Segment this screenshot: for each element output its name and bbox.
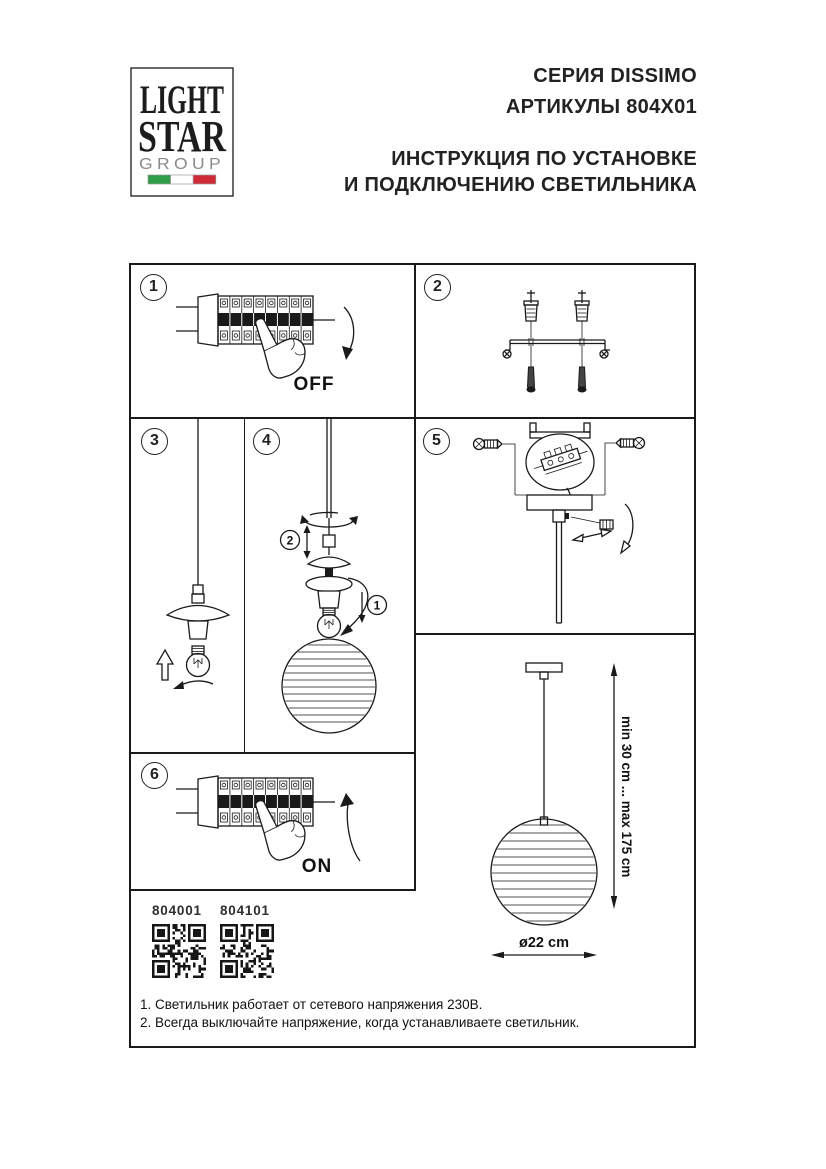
height-range-label: min 30 cm ... max 175 cm [619, 716, 634, 878]
arrow-down-icon [359, 592, 366, 623]
canopy-stem [553, 510, 569, 522]
page-title [344, 146, 697, 198]
diameter-label: ø22 cm [519, 935, 569, 951]
arrow-down-icon [342, 307, 354, 360]
ribbed-globe-shade [282, 639, 376, 733]
article-code: 804001 [152, 903, 202, 918]
pendant-dimensions-diagram [415, 634, 696, 1000]
ceiling-canopy [527, 495, 592, 510]
step-3-number: 3 [141, 428, 168, 455]
step5-canopy-mounting-illustration [415, 418, 696, 634]
header-series-block [506, 61, 697, 123]
threaded-nipple [325, 568, 333, 577]
logo-word-light: LIGHT [140, 77, 225, 122]
suspension-rod [557, 522, 562, 623]
logo-word-star: STAR [138, 112, 227, 161]
screw-icon [474, 439, 503, 450]
lower-shade-disc [306, 577, 352, 592]
step2-mounting-hardware-illustration [415, 264, 696, 417]
rotate-arrow-icon [173, 681, 213, 689]
callout-2-number: 2 [286, 533, 294, 548]
step-2-number: 2 [424, 274, 451, 301]
series-name: СЕРИЯ DISSIMO [533, 65, 697, 87]
mounting-bracket-bar [505, 321, 610, 350]
arrow-up-icon [157, 650, 173, 680]
title-line-2: И ПОДКЛЮЧЕНИЮ СВЕТИЛЬНИКА [343, 174, 697, 196]
rotate-arrow-icon [621, 504, 633, 553]
lamp-socket [318, 591, 340, 608]
step-4-number: 4 [253, 428, 280, 455]
circuit-breaker-strip [176, 776, 335, 828]
ceiling-plate [526, 663, 562, 672]
strain-relief-block [323, 535, 335, 547]
article-code: 804101 [220, 903, 270, 918]
qr-code [152, 924, 206, 978]
qr-code [220, 924, 274, 978]
upper-shade-disc [308, 557, 350, 568]
ribbed-globe-shade [491, 819, 597, 925]
safety-notes [140, 996, 700, 1032]
fixing-screw-icon [578, 344, 587, 393]
step1-breaker-off-illustration [129, 263, 414, 417]
article-numbers-line: АРТИКУЛЫ 804Х01 [505, 96, 697, 118]
note-line: 2. Всегда выключайте напряжение, когда устанавливаете светильник. [140, 1015, 580, 1030]
lamp-socket [188, 621, 208, 639]
title-line-1: ИНСТРУКЦИЯ ПО УСТАНОВКЕ [391, 148, 697, 170]
screw-icon [616, 438, 645, 449]
arrow-up-icon [340, 793, 360, 861]
diameter-dimension-arrow [491, 952, 597, 958]
arrow-left-right-icon [573, 530, 611, 542]
on-label: ON [301, 856, 333, 877]
light-bulb-icon [318, 608, 341, 638]
cord-grip [193, 585, 203, 594]
circuit-breaker-strip [176, 294, 335, 346]
shade-disc [167, 606, 229, 622]
callout-1-number: 1 [373, 598, 381, 613]
step-5-number: 5 [423, 428, 450, 455]
italian-flag-bar [148, 175, 216, 184]
bracket-end-screw-icon [600, 350, 608, 358]
step-6-number: 6 [141, 762, 168, 789]
light-bulb-icon [187, 646, 210, 677]
arrow-up-down-icon [304, 525, 311, 559]
note-line: 1. Светильник работает от сетевого напряжения 230В. [140, 997, 483, 1012]
wall-anchor-icon [575, 290, 589, 321]
step4-shade-assembly-illustration [244, 418, 414, 753]
bracket-end-screw-icon [503, 350, 511, 358]
lightstar-logo [130, 67, 234, 197]
fixing-screw-icon [527, 344, 536, 393]
step3-bulb-insert-illustration [129, 418, 244, 753]
logo-word-group: GROUP [139, 156, 225, 173]
wall-anchor-icon [524, 290, 538, 321]
height-dimension-arrow [611, 663, 617, 909]
step6-breaker-on-illustration [129, 753, 414, 890]
grub-screw-icon [571, 517, 613, 529]
off-label: OFF [293, 374, 335, 395]
step-1-number: 1 [140, 274, 167, 301]
